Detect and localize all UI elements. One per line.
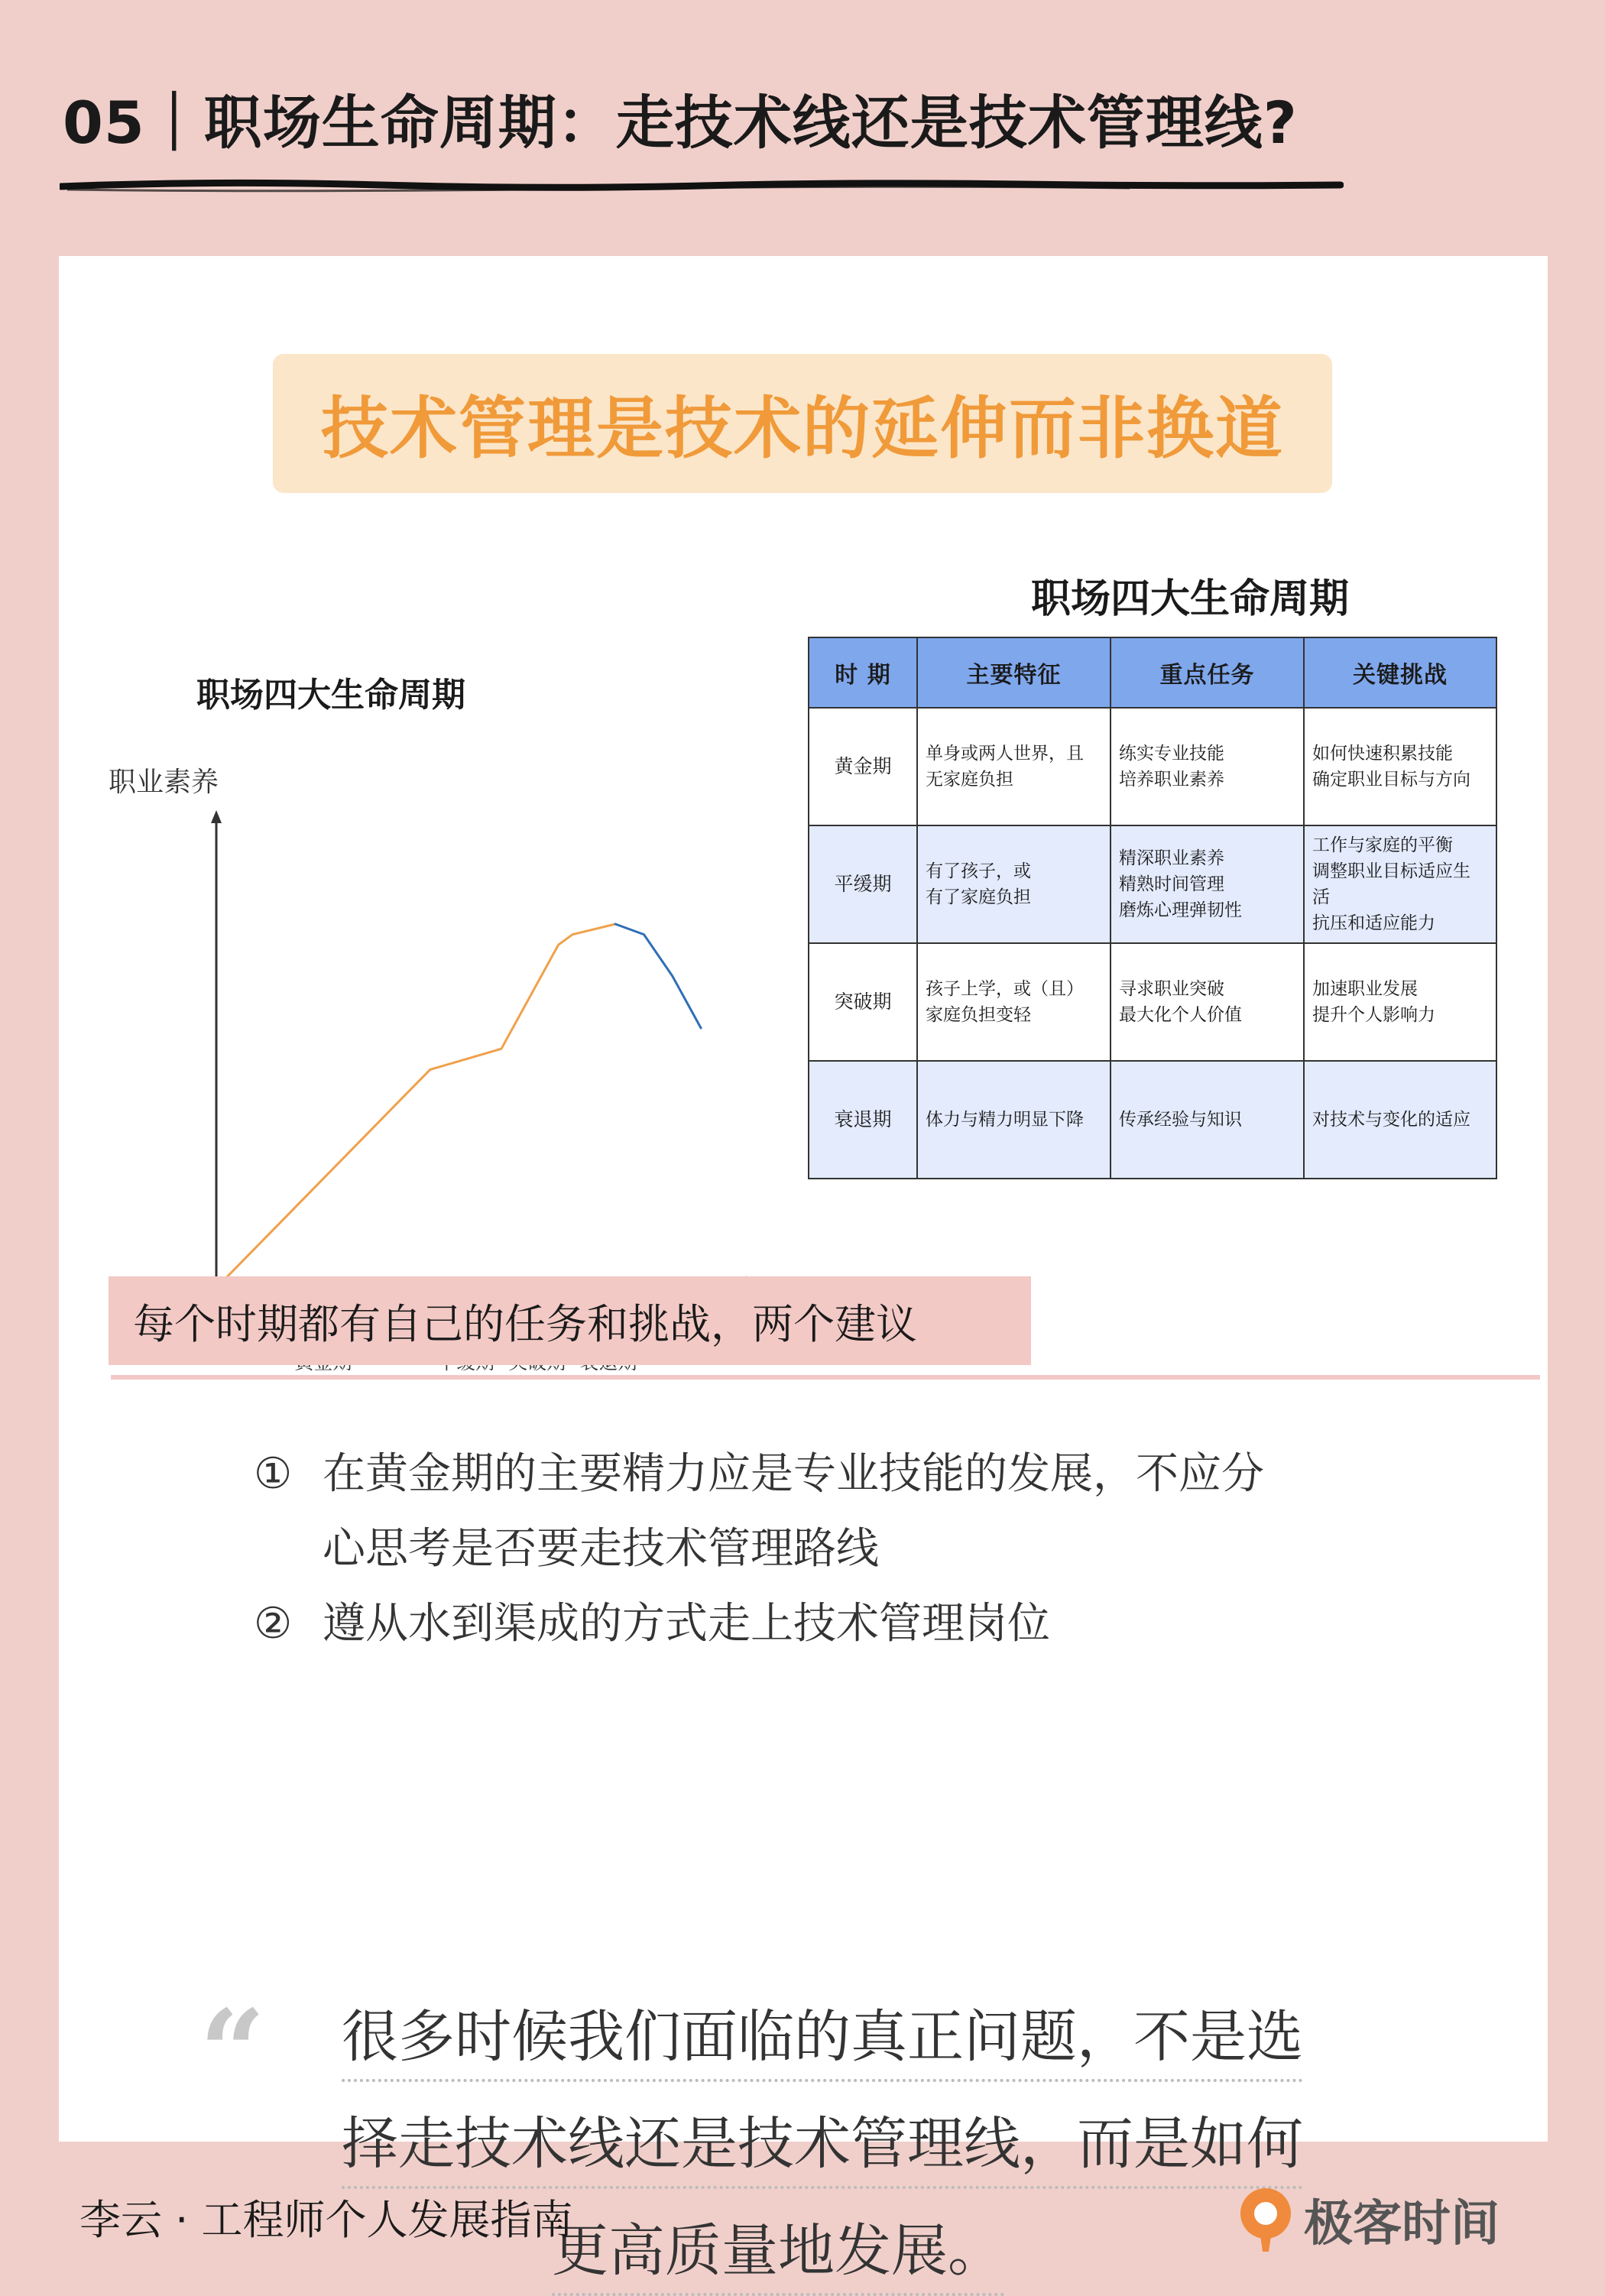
cell-line: 家庭负担变轻 <box>926 1005 1031 1025</box>
cell-line: 工作与家庭的平衡 <box>1312 835 1453 855</box>
chart-title: 职场四大生命周期 <box>196 676 465 715</box>
header-challenges: 关键挑战 <box>1304 637 1496 708</box>
lifecycle-table <box>808 637 1497 1179</box>
tasks-cell <box>1111 708 1304 825</box>
period-cell: 突破期 <box>809 943 917 1061</box>
cell-line: 精熟时间管理 <box>1119 874 1224 894</box>
y-axis-label: 职业素养 <box>108 767 219 798</box>
period-cell: 平缓期 <box>809 825 917 943</box>
cell-line: 抗压和适应能力 <box>1312 913 1435 933</box>
header-features: 主要特征 <box>917 637 1111 708</box>
challenges-cell <box>1304 943 1496 1061</box>
cell-line: 活 <box>1312 887 1330 907</box>
challenges-cell <box>1304 825 1496 943</box>
features-cell <box>917 708 1111 825</box>
cell-line: 单身或两人世界，且 <box>926 744 1084 764</box>
table-row <box>809 1061 1496 1179</box>
table-title: 职场四大生命周期 <box>1030 576 1349 622</box>
cell-line: 传承经验与知识 <box>1119 1110 1242 1130</box>
brand-name: 极客时间 <box>1304 2196 1500 2252</box>
advice-line: 遵从水到渠成的方式走上技术管理岗位 <box>323 1599 1050 1649</box>
cell-line: 最大化个人价值 <box>1119 1005 1242 1025</box>
cell-line: 体力与精力明显下降 <box>926 1110 1084 1130</box>
quote-mark-icon: “ <box>199 1985 266 2119</box>
y-axis-arrow <box>211 810 222 823</box>
headline-banner <box>273 354 1332 493</box>
period-cell: 黄金期 <box>809 708 917 825</box>
section-divider <box>111 1375 1540 1380</box>
table-row <box>809 708 1496 825</box>
brush-underline <box>60 177 1344 196</box>
headline-text: 技术管理是技术的延伸而非换道 <box>320 389 1284 468</box>
cell-line: 培养职业素养 <box>1119 770 1224 790</box>
cell-line: 练实专业技能 <box>1119 744 1224 764</box>
cell-line: 孩子上学，或（且） <box>926 979 1084 999</box>
advice-list <box>254 1437 1415 1662</box>
header-tasks: 重点任务 <box>1111 637 1304 708</box>
table-row <box>809 943 1496 1061</box>
quote-line: 更高质量地发展。 <box>552 2209 1004 2296</box>
cell-line: 无家庭负担 <box>926 770 1013 790</box>
features-cell <box>917 943 1111 1061</box>
table-row <box>809 825 1496 943</box>
tasks-cell <box>1111 1061 1304 1179</box>
brand <box>1234 2183 1500 2256</box>
cell-line: 提升个人影响力 <box>1312 1005 1435 1025</box>
cell-line: 对技术与变化的适应 <box>1312 1110 1470 1130</box>
series-line <box>216 924 615 1288</box>
header-period: 时 期 <box>809 637 917 708</box>
cell-line: 磨炼心理弹韧性 <box>1119 900 1242 920</box>
challenges-cell <box>1304 708 1496 825</box>
geektime-logo-icon <box>1234 2183 1298 2256</box>
page-title: 05｜职场生命周期：走技术线还是技术管理线? <box>63 89 1298 157</box>
cell-line: 确定职业目标与方向 <box>1312 770 1470 790</box>
cell-line: 寻求职业突破 <box>1119 979 1224 999</box>
cell-line: 如何快速积累技能 <box>1312 744 1453 764</box>
cell-line: 精深职业素养 <box>1119 848 1224 868</box>
cell-line: 调整职业目标适应生 <box>1312 861 1470 881</box>
cell-line: 有了家庭负担 <box>926 887 1031 907</box>
features-cell <box>917 1061 1111 1179</box>
tasks-cell <box>1111 825 1304 943</box>
tasks-cell <box>1111 943 1304 1061</box>
advice-item <box>254 1437 1415 1587</box>
advice-line: 心思考是否要走技术管理路线 <box>323 1524 879 1574</box>
features-cell <box>917 825 1111 943</box>
table-header-row <box>809 637 1496 708</box>
advice-heading-text: 每个时期都有自己的任务和挑战，两个建议 <box>133 1299 917 1348</box>
cell-line: 有了孩子，或 <box>926 861 1031 881</box>
advice-number: ② <box>254 1599 293 1649</box>
advice-heading <box>109 1276 1031 1365</box>
quote-line: 很多时候我们面临的真正问题，不是选 <box>342 1995 1303 2082</box>
advice-line: 在黄金期的主要精力应是专业技能的发展，不应分 <box>323 1449 1264 1499</box>
quote-line: 择走技术线还是技术管理线，而是如何 <box>342 2102 1303 2189</box>
advice-number: ① <box>254 1449 293 1499</box>
cell-line: 加速职业发展 <box>1312 979 1418 999</box>
series-line <box>615 924 701 1028</box>
footer-author-course: 李云 · 工程师个人发展指南 <box>79 2196 573 2244</box>
advice-item <box>254 1587 1415 1662</box>
challenges-cell <box>1304 1061 1496 1179</box>
period-cell: 衰退期 <box>809 1061 917 1179</box>
